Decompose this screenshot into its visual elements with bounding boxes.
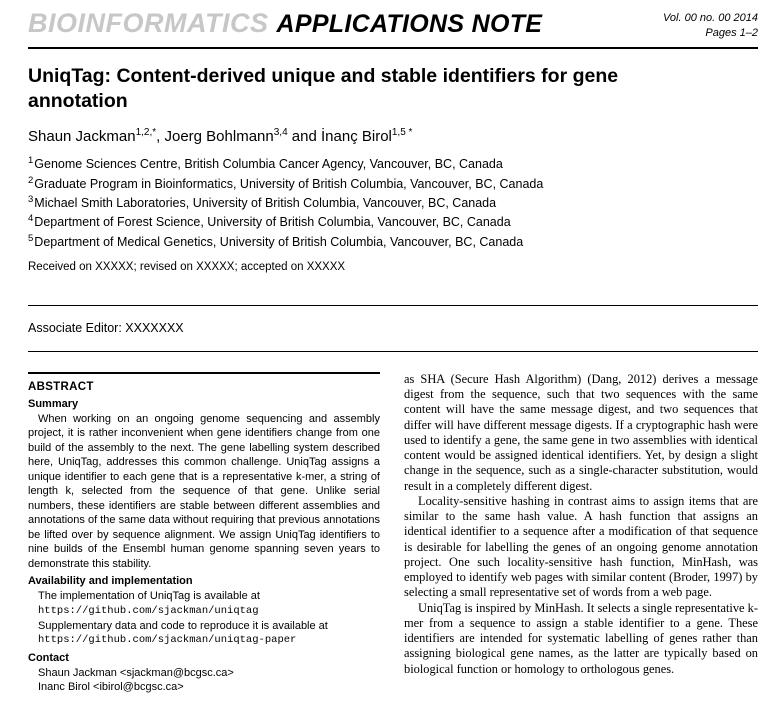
- author-name: Shaun Jackman: [28, 128, 136, 146]
- volume-info: Vol. 00 no. 00 2014: [662, 12, 758, 24]
- affiliation-marker: 1: [28, 155, 34, 167]
- availability-url-uniqtag-paper[interactable]: https://github.com/sjackman/uniqtag-paper: [38, 634, 297, 647]
- availability-line: Supplementary data and code to reproduce it is available at: [38, 619, 328, 632]
- body-column: [404, 372, 758, 695]
- author-line: [28, 127, 758, 145]
- author-name: , Joerg Bohlmann: [156, 128, 274, 146]
- body-paragraph: as SHA (Secure Hash Algorithm) (Dang, 2012) derives a message digest from the sequence, such that two sequences with the same content will have the same message digest, and two sequences that differ will have different message digests. If a cryptographic hash were used to identify a gene, the same gene in two assemblies with identical content would be assigned identical identifiers. Yet, by design a slight change in the sequence, such as a single-character substitution, would result in a completely different digest.: [404, 371, 758, 493]
- affiliations: [28, 154, 758, 250]
- divider-rule: [28, 305, 758, 306]
- author-name: and İnanç Birol: [287, 128, 392, 146]
- abstract-column: [28, 372, 380, 695]
- affiliation-marker: 4: [28, 213, 34, 225]
- summary-text: When working on an ongoing genome sequencing and assembly project, it is rather inconvenient when gene identifiers change from one build of the assembly to the next. The gene labelling system described here, UniqTag, addresses this common challenge. UniqTag assigns a unique identifier to each gene that is a representative k-mer, a string of length k, selected from the sequence of that gene. Unlike serial numbers, these identifiers are stable between different assemblies and annotations of the same data without requiring that previous annotations be lifted over by sequence alignment. We assign UniqTag identifiers to nine builds of the Ensembl human genome spanning seven years to demonstrate this stability.: [28, 412, 380, 570]
- issue-info: [663, 8, 758, 41]
- author-affil-marker: 1,5 *: [391, 127, 413, 139]
- availability-url-uniqtag[interactable]: https://github.com/sjackman/uniqtag: [38, 604, 259, 617]
- affiliation-line: [28, 174, 758, 193]
- affiliation-line: [28, 212, 758, 231]
- content-columns: [28, 372, 758, 695]
- body-paragraph: UniqTag is inspired by MinHash. It selects a single representative k-mer from a sequence to assign a stable identifier to a gene. These identifiers are intended for systematic labelling of genes rather than assigning biological gene names, as the latter are typically based on biological function or homology to orthologous genes.: [404, 600, 758, 676]
- journal-section-name: APPLICATIONS NOTE: [276, 10, 543, 38]
- header-rule: [28, 47, 758, 49]
- affiliation-text: Graduate Program in Bioinformatics, University of British Columbia, Vancouver, BC, Canada: [34, 176, 544, 191]
- affiliation-marker: 2: [28, 174, 34, 186]
- masthead: [28, 8, 758, 41]
- affiliation-text: Genome Sciences Centre, British Columbia Cancer Agency, Vancouver, BC, Canada: [34, 157, 503, 172]
- availability-heading: Availability and implementation: [28, 575, 193, 588]
- affiliation-text: Department of Forest Science, University of British Columbia, Vancouver, BC, Canada: [34, 215, 511, 230]
- availability-line: The implementation of UniqTag is available at: [38, 590, 260, 603]
- body-paragraph: Locality-sensitive hashing in contrast aims to assign items that are similar to the same hash value. A hash function that assigns an identical identifier to a sequence after a modification of that sequence is desirable for labelling the genes of an ongoing genome annotation project. One such locality-sensitive hash function, MinHash, was employed to identify web pages with similar content (Broder, 1997) by selecting a small representative set of words from a web page.: [404, 493, 758, 600]
- affiliation-marker: 5: [28, 232, 34, 244]
- author-affil-marker: 3,4: [273, 127, 288, 139]
- contact-heading: Contact: [28, 651, 69, 664]
- associate-editor-line: Associate Editor: XXXXXXX: [28, 320, 184, 335]
- divider-rule: [28, 351, 758, 352]
- affiliation-text: Department of Medical Genetics, University of British Columbia, Vancouver, BC, Canada: [34, 234, 524, 249]
- affiliation-line: [28, 232, 758, 251]
- journal-logo: [28, 8, 542, 39]
- abstract-rule: [28, 372, 380, 374]
- affiliation-line: [28, 193, 758, 212]
- paper-title: UniqTag: Content-derived unique and stable identifiers for gene annotation: [28, 64, 619, 113]
- pages-info: Pages 1–2: [705, 26, 758, 39]
- contact-email-jackman[interactable]: Shaun Jackman <sjackman@bcgsc.ca>: [38, 666, 234, 679]
- received-line: Received on XXXXX; revised on XXXXX; accepted on XXXXX: [28, 260, 346, 273]
- author-affil-marker: 1,2,*: [135, 127, 157, 139]
- affiliation-text: Michael Smith Laboratories, University of British Columbia, Vancouver, BC, Canada: [34, 196, 497, 211]
- summary-heading: Summary: [28, 397, 79, 410]
- journal-name: BIOINFORMATICS: [28, 8, 269, 38]
- affiliation-marker: 3: [28, 193, 34, 205]
- abstract-heading: ABSTRACT: [28, 380, 94, 393]
- contact-email-birol[interactable]: Inanc Birol <ibirol@bcgsc.ca>: [38, 681, 184, 694]
- affiliation-line: [28, 154, 758, 173]
